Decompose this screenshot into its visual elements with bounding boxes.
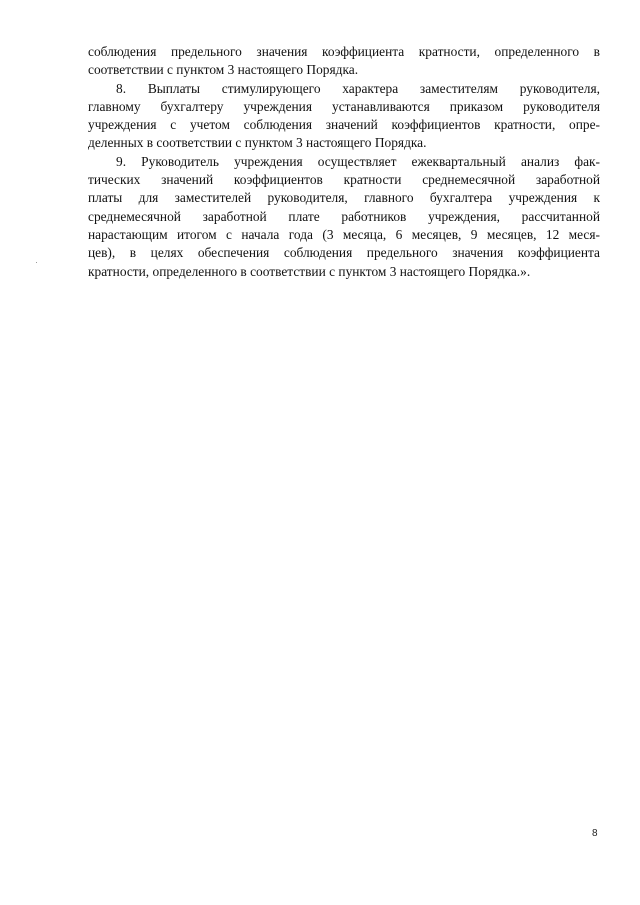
scan-speck bbox=[36, 262, 37, 263]
text-line: 9. Руководитель учреждения осуществляет ежеквартальный анализ фак- bbox=[116, 153, 600, 169]
text-line: деленных в соответствии с пунктом 3 настоящего Порядка. bbox=[88, 135, 427, 151]
paragraph-item-9 bbox=[88, 153, 600, 281]
text-line: кратности, определенного в соответствии с пунктом 3 настоящего Порядка.». bbox=[88, 263, 531, 279]
paragraph-item-8 bbox=[88, 80, 600, 153]
text-line: 8. Выплаты стимулирующего характера заместителям руководителя, bbox=[116, 80, 600, 96]
text-line: платы для заместителей руководителя, главного бухгалтера учреждения к bbox=[88, 190, 600, 206]
text-line: среднемесячной заработной плате работников учреждения, рассчитанной bbox=[88, 208, 600, 224]
text-line: соблюдения предельного значения коэффициента кратности, определенного в bbox=[88, 44, 600, 59]
page-number: 8 bbox=[592, 828, 598, 839]
text-line: нарастающим итогом с начала года (3 месяца, 6 месяцев, 9 месяцев, 12 меся- bbox=[88, 226, 600, 242]
text-line: цев), в целях обеспечения соблюдения предельного значения коэффициента bbox=[88, 245, 600, 261]
text-line: учреждения с учетом соблюдения значений коэффициентов кратности, опре- bbox=[88, 117, 600, 133]
document-body bbox=[88, 43, 600, 281]
paragraph-continuation bbox=[88, 43, 600, 80]
text-line: главному бухгалтеру учреждения устанавливаются приказом руководителя bbox=[88, 98, 600, 114]
text-line: тических значений коэффициентов кратности среднемесячной заработной bbox=[88, 172, 600, 188]
text-line: соответствии с пунктом 3 настоящего Порядка. bbox=[88, 62, 359, 78]
